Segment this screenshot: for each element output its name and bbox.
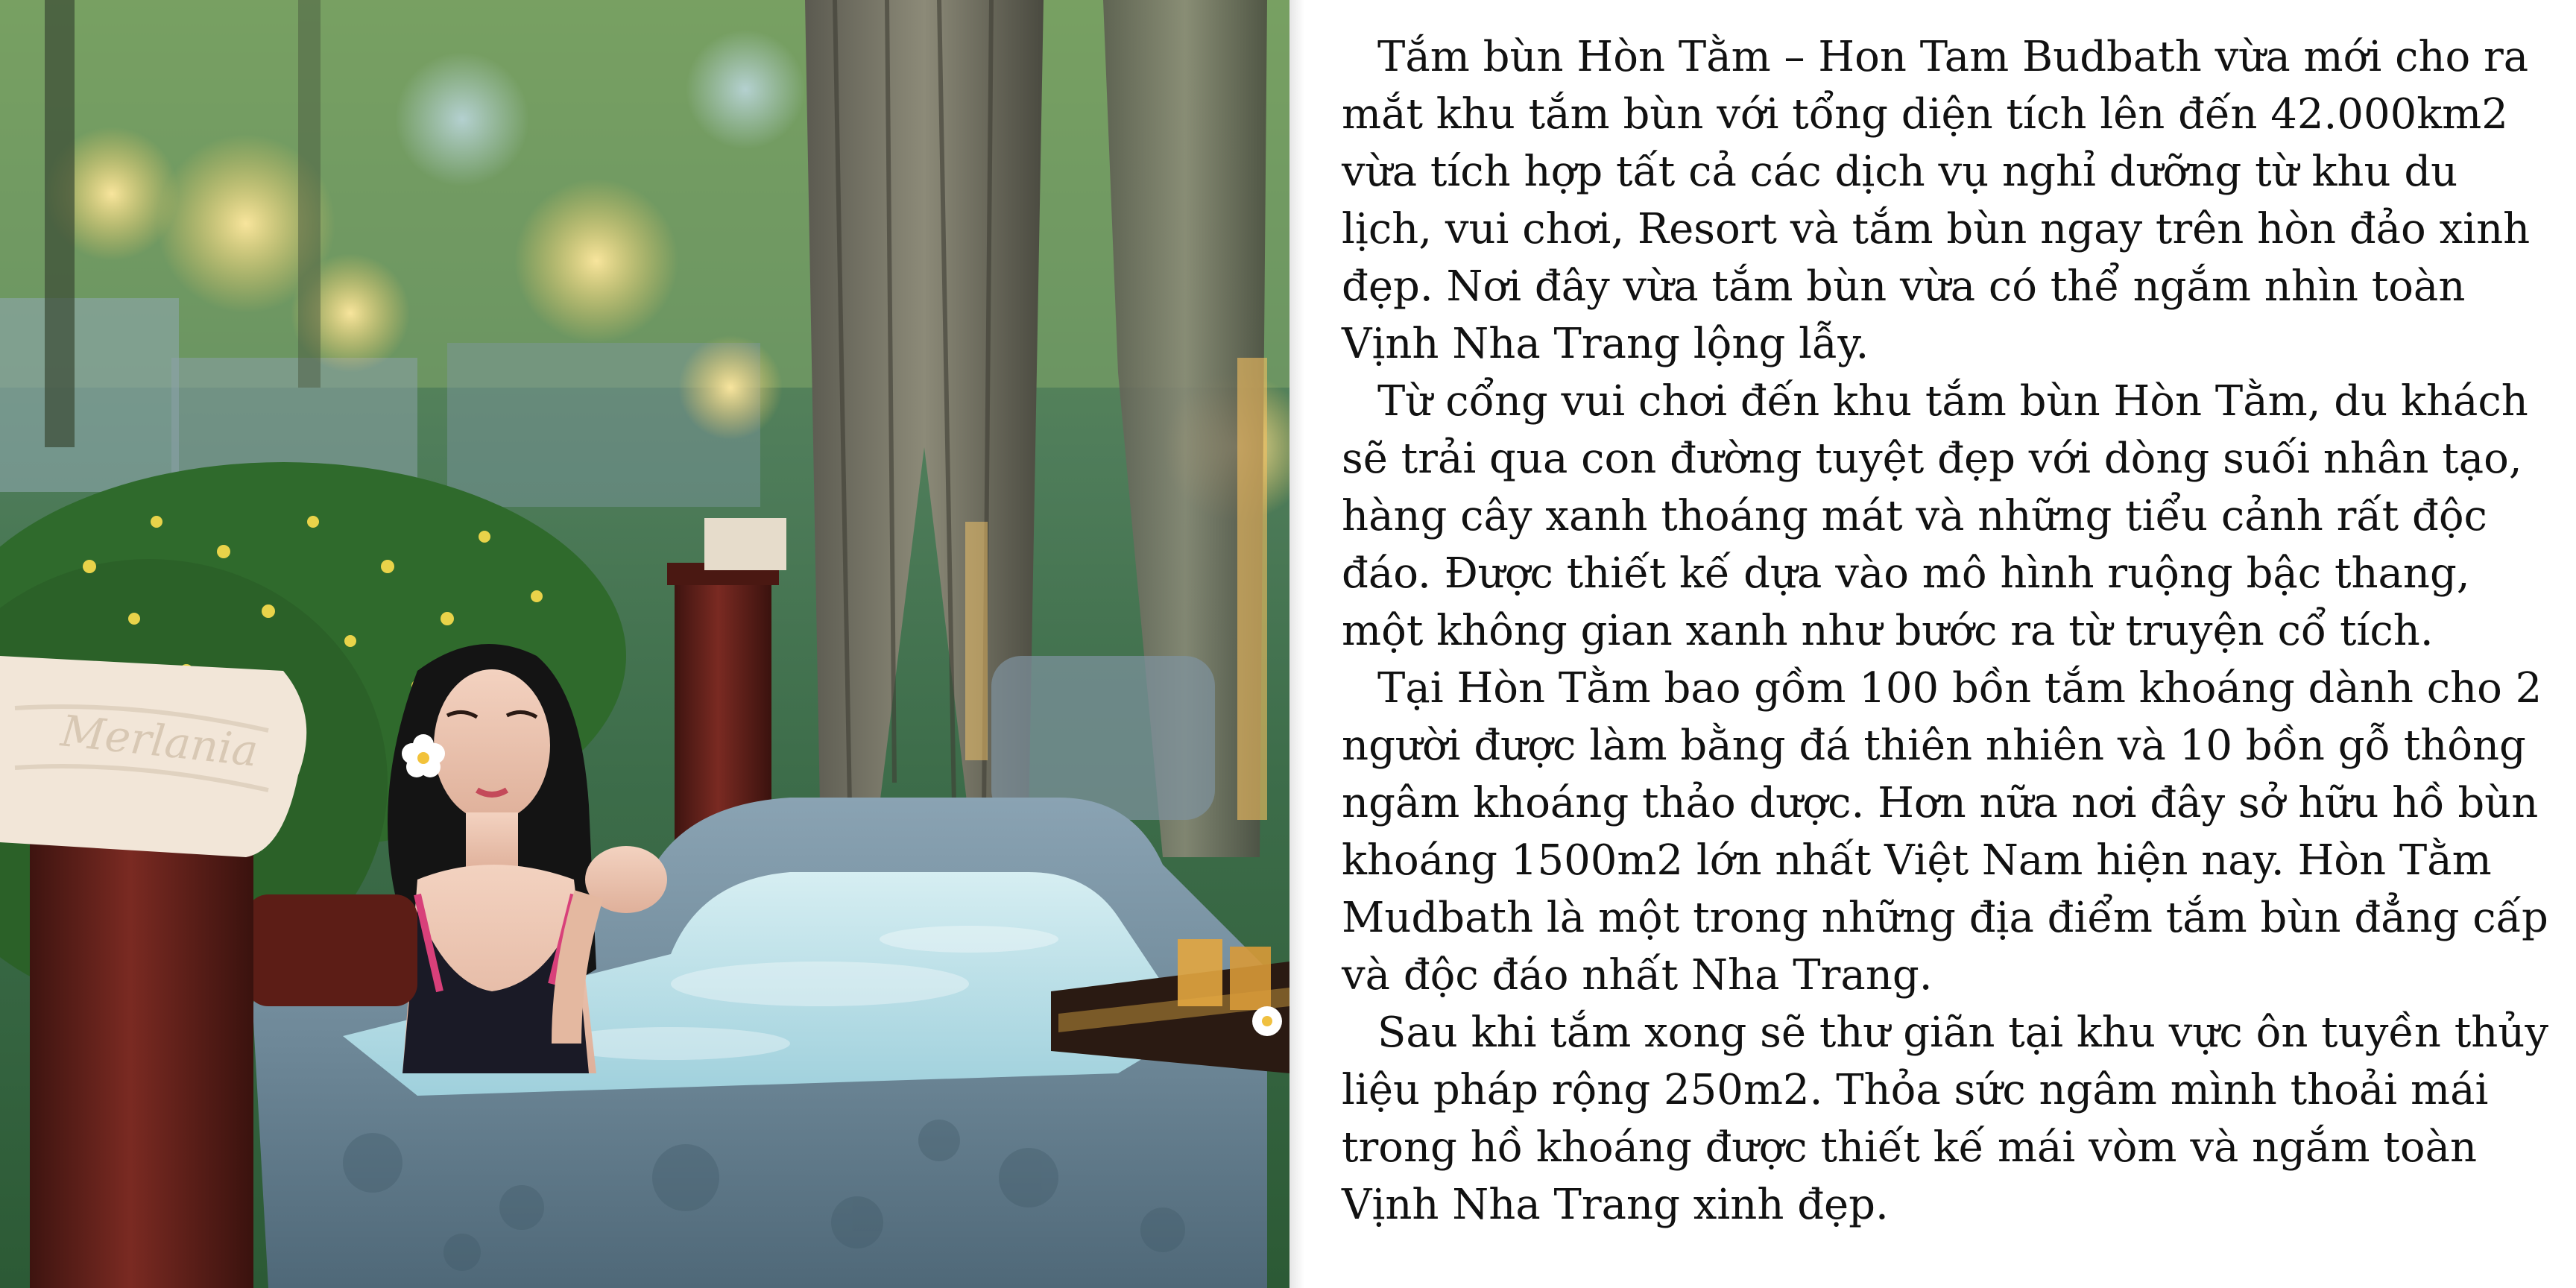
paragraph-2: Từ cổng vui chơi đến khu tắm bùn Hòn Tằm, du khách sẽ trải qua con đường tuyệt đẹp với dòng suối nhân tạo, hàng cây xanh thoáng mát và những tiểu cảnh rất độc đáo. Được thiết kế dựa vào mô hình ruộng bậc thang, một không gian xanh như bước ra từ truyện cổ tích. [1342, 377, 2528, 655]
paragraph-1: Tắm bùn Hòn Tằm – Hon Tam Budbath vừa mới cho ra mắt khu tắm bùn với tổng diện tích lên đến 42.000km2 vừa tích hợp tất cả các dịch vụ nghỉ dưỡng từ khu du lịch, vui chơi, Resort và tắm bùn ngay trên hòn đảo xinh đẹp. Nơi đây vừa tắm bùn vừa có thể ngắm nhìn toàn Vịnh Nha Trang lộng lẫy. [1342, 33, 2531, 368]
towel-logo-text: Merlania [58, 705, 261, 777]
paragraph-4: Sau khi tắm xong sẽ thư giãn tại khu vực ôn tuyền thủy liệu pháp rộng 250m2. Thỏa sức ngâm mình thoải mái trong hồ khoáng được thiết kế mái vòm và ngắm toàn Vịnh Nha Trang xinh đẹp. [1342, 1008, 2548, 1229]
column-divider [1289, 0, 1304, 1288]
article-text [1342, 28, 2557, 1266]
paragraph-3: Tại Hòn Tằm bao gồm 100 bồn tắm khoáng dành cho 2 người được làm bằng đá thiên nhiên và 10 bồn gỗ thông ngâm khoáng thảo dược. Hơn nữa nơi đây sở hữu hồ bùn khoáng 1500m2 lớn nhất Việt Nam hiện nay. Hòn Tằm Mudbath là một trong những địa điểm tắm bùn đẳng cấp và độc đáo nhất Nha Trang. [1342, 664, 2548, 1000]
